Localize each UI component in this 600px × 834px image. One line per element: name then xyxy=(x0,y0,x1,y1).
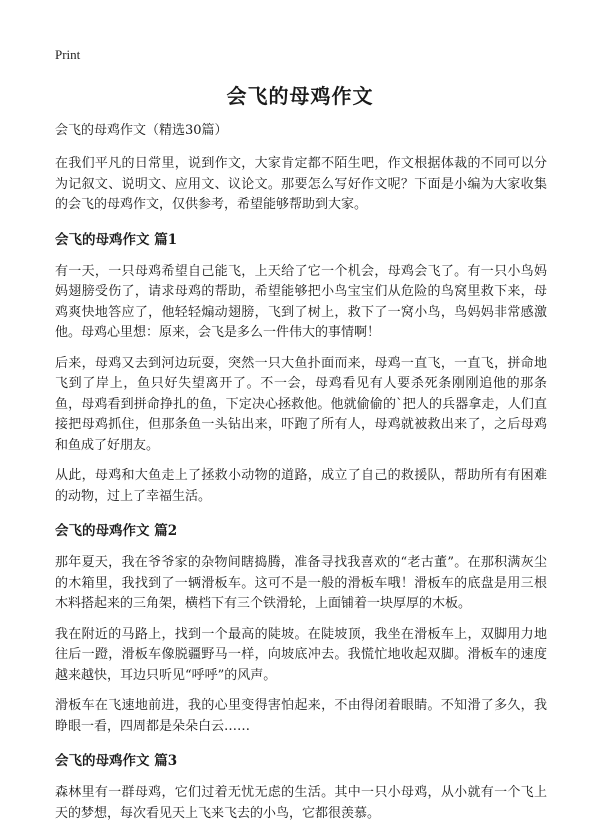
article-body xyxy=(55,121,547,834)
intro-paragraph: 在我们平凡的日常里，说到作文，大家肯定都不陌生吧，作文根据体裁的不同可以分为记叙文、说明文、应用文、议论文。那要怎么写好作文呢？下面是小编为大家收集的会飞的母鸡作文，仅供参考，希望能够帮助到大家。 xyxy=(55,156,547,212)
section-2 xyxy=(55,521,547,737)
section-heading: 会飞的母鸡作文 篇2 xyxy=(55,523,178,539)
section-paragraph: 滑板车在飞速地前进，我的心里变得害怕起来，不由得闭着眼睛。不知滑了多久，我睁眼一看，四周都是朵朵白云…… xyxy=(55,698,547,734)
section-paragraph: 有一天，一只母鸡希望自己能飞，上天给了它一个机会，母鸡会飞了。有一只小鸟妈妈翅膀受伤了，请求母鸡的帮助，希望能够把小鸟宝宝们从危险的鸟窝里救下来，母鸡爽快地答应了，他轻轻煽动翅膀，飞到了树上，救下了一窝小鸟，鸟妈妈非常感激他。母鸡心里想：原来，会飞是多么一件伟大的事情啊！ xyxy=(55,263,547,340)
section-1 xyxy=(55,230,547,508)
section-paragraph: 那年夏天，我在爷爷家的杂物间瞎捣腾，准备寻找我喜欢的“老古董”。在那积满灰尘的木箱里，我找到了一辆滑板车。这可不是一般的滑板车哦！滑板车的底盘是用三根木料搭起来的三角架，横档下有三个铁滑轮，上面铺着一块厚厚的木板。 xyxy=(55,555,547,611)
section-paragraph: 后来，母鸡又去到河边玩耍，突然一只大鱼扑面而来，母鸡一直飞，一直飞，拼命地飞到了岸上，鱼只好失望离开了。不一会，母鸡看见有人要杀死条刚刚追他的那条鱼，母鸡看到拼命挣扎的鱼，下定决心拯救他。他就偷偷的`把人的兵器拿走，人们直接把母鸡抓住，但那条鱼一头钻出来，吓跑了所有人，母鸡就被救出来了，之后母鸡和鱼成了好朋友。 xyxy=(55,355,547,453)
section-paragraph: 森林里有一群母鸡，它们过着无忧无虑的生活。其中一只小母鸡，从小就有一个飞上天的梦想，每次看见天上飞来飞去的小鸟，它都很羡慕。 xyxy=(55,785,547,821)
page-title: 会飞的母鸡作文 xyxy=(226,84,374,108)
article-subtitle: 会飞的母鸡作文（精选30篇） xyxy=(55,123,228,138)
section-heading: 会飞的母鸡作文 篇1 xyxy=(55,231,178,248)
section-3 xyxy=(55,751,547,824)
section-heading: 会飞的母鸡作文 篇3 xyxy=(55,753,178,769)
section-paragraph: 我在附近的马路上，找到一个最高的陡坡。在陡坡顶，我坐在滑板车上，双脚用力地往后一蹬，滑板车像脱疆野马一样，向坡底冲去。我慌忙地收起双脚。滑板车的速度越来越快，耳边只听见“呼呼”的风声。 xyxy=(55,626,547,683)
section-paragraph: 从此，母鸡和大鱼走上了拯救小动物的道路，成立了自己的救援队，帮助所有有困难的动物，过上了幸福生活。 xyxy=(55,468,547,504)
print-link[interactable]: Print xyxy=(55,47,81,62)
